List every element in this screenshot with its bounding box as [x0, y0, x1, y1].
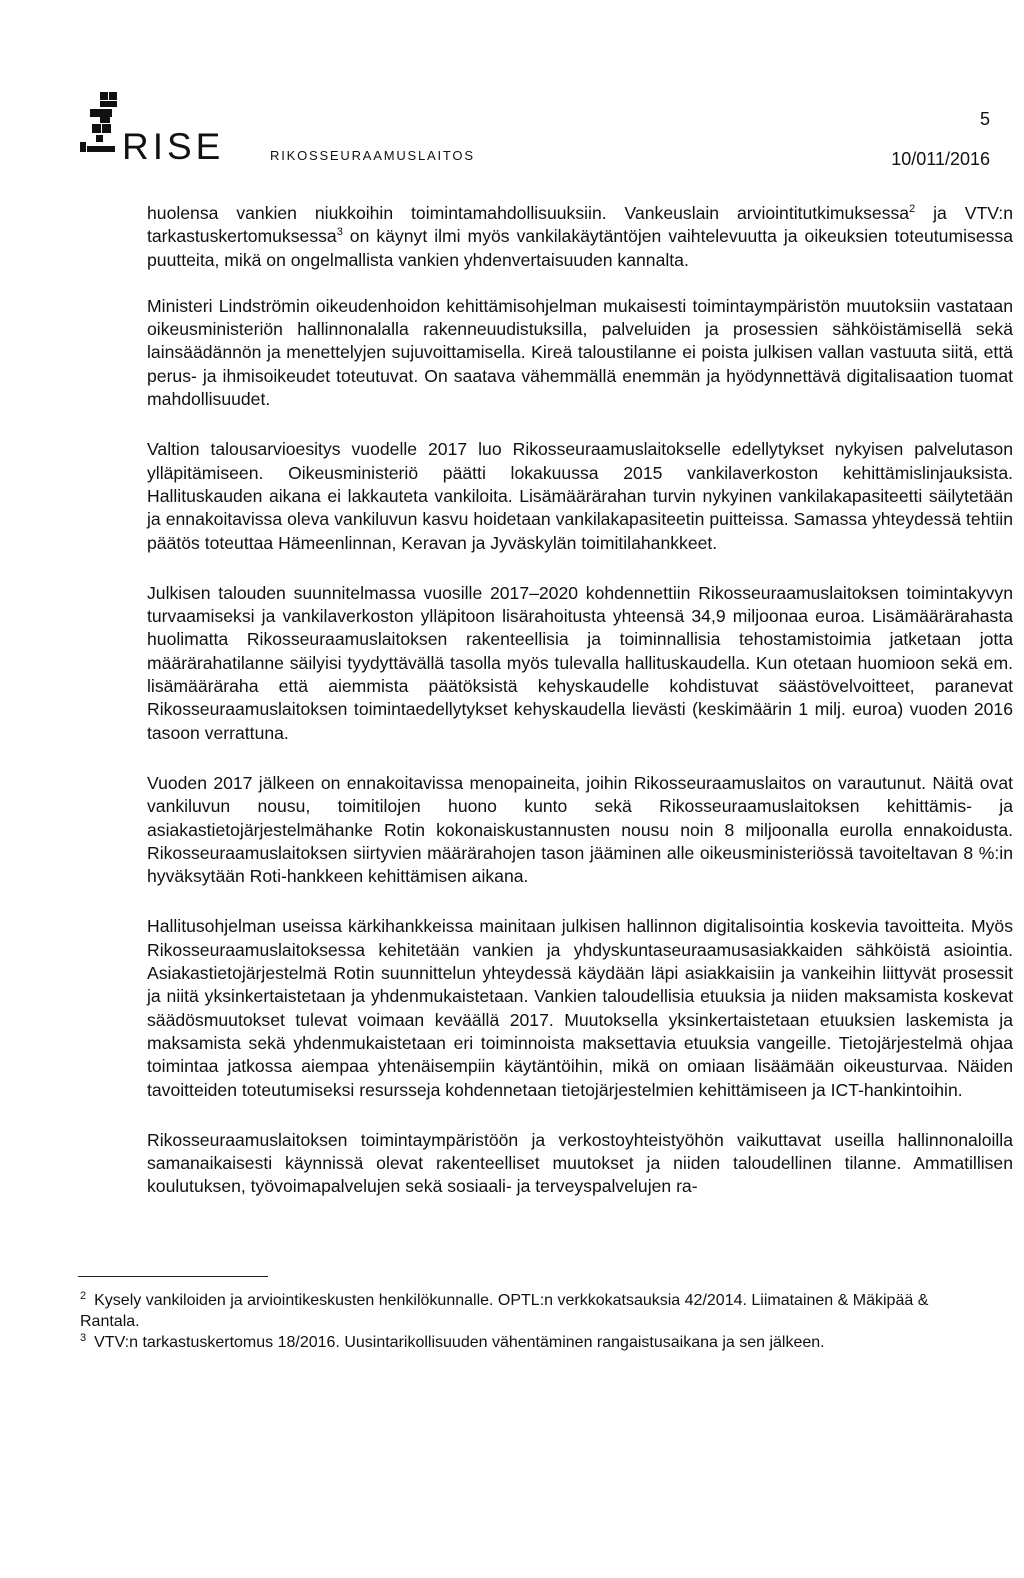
footnote [80, 1332, 980, 1353]
document-date: 10/011/2016 [891, 149, 990, 169]
paragraph: Vuoden 2017 jälkeen on ennakoitavissa menopaineita, joihin Rikosseuraamuslaitos on varautunut. Näitä ovat vankiluvun nousu, toimitilojen huono kunto sekä Rikosseuraamuslaitoksen kehittämis- ja asiakastietojärjestelmähanke Rotin kokonaiskustannusten nousu noin 8 miljoonalla eurolla ennakoidusta. Rikosseuraamuslaitoksen siirtyvien määrärahojen tason jääminen alle oikeusministeriössä tavoiteltavan 8 %:in hyväksytään Roti-hankkeen kehittämisen aikana. [147, 772, 1013, 887]
page-header [78, 86, 990, 186]
footnote-number: 2 [80, 1289, 87, 1302]
footnote-number: 3 [80, 1331, 87, 1344]
paragraph: Hallitusohjelman useissa kärkihankkeissa mainitaan julkisen hallinnon digitalisointia koskevia tavoitteita. Myös Rikosseuraamuslaitoksessa kehitetään vankien ja yhdyskuntaseuraamusasiakkaiden sähköistä asiointia. Asiakastietojärjestelmä Rotin suunnittelun yhteydessä käydään läpi asiakkaisiin ja vankeihin liittyvät prosessit ja niitä yksinkertaistetaan ja yhdenmukaistetaan. Vankien taloudellisia etuuksia ja niiden maksamista koskevat säädösmuutokset tulevat voimaan keväällä 2017. Muutoksella yksinkertaistetaan etuuksien laskemista ja maksamista sekä yhdenmukaistetaan eri toiminnoista maksettavia etuuksia vangeille. Tietojärjestelmä ohjaa toimintaa jatkossa aiempaa yhtenäisempiin käytäntöihin, mikä on omiaan lisäämään oikeusturvaa. Näiden tavoitteiden toteutumiseksi resursseja kohdennetaan tietojärjestelmien kehittämiseen ja ICT-hankintoihin. [147, 916, 1013, 1100]
paragraph: Julkisen talouden suunnitelmassa vuosille 2017–2020 kohdennettiin Rikosseuraamuslaitoksen toimintakyvyn turvaamiseksi ja vankilaverkoston ylläpitoon lisärahoitusta yhteensä 34,9 miljoonaa euroa. Lisämäärärahasta huolimatta Rikosseuraamuslaitoksen rakenteellisia ja toiminnallisia tehostamistoimia jatketaan jotta määrärahatilanne säilyisi tyydyttävällä tasolla myös tulevalla hallituskaudella. Kun otetaan huomioon sekä em. lisämääräraha että aiemmista päätöksistä kehyskaudelle kohdistuvat säästövelvoitteet, paranevat Rikosseuraamuslaitoksen toimintaedellytykset kehyskaudella lievästi (keskimäärin 1 milj. euroa) vuoden 2016 tasoon verrattuna. [147, 582, 1013, 743]
footnotes [80, 1290, 980, 1353]
document-body [147, 202, 1013, 1226]
footnote-divider [78, 1276, 268, 1277]
footnote-ref: 2 [909, 203, 916, 216]
footnote-text: Kysely vankiloiden ja arviointikeskusten henkilökunnalle. OPTL:n verkkokatsauksia 42/2014. Liimatainen & Mäkipää & Rantala. [80, 1292, 929, 1330]
paragraph: Ministeri Lindströmin oikeudenhoidon kehittämisohjelman mukaisesti toimintaympäristön muutoksiin vastataan oikeusministeriön hallinnonalalla rakenneuudistuksilla, palveluiden ja prosessien sähköistämisellä sekä lainsäädännön ja menettelyjen sujuvoittamisella. Kireä taloustilanne ei poista julkisen vallan vastuuta siitä, että perus- ja ihmisoikeudet toteutuvat. On saatava vähemmällä enemmän ja hyödynnettävä digitalisaation tuomat mahdollisuudet. [147, 295, 1013, 410]
footnote-ref: 3 [336, 226, 343, 239]
page-number: 5 [979, 109, 990, 129]
brand-subtitle: RIKOSSEURAAMUSLAITOS [270, 148, 475, 163]
paragraph: Rikosseuraamuslaitoksen toimintaympäristöön ja verkostoyhteistyöhön vaikuttavat useilla hallinnonaloilla samanaikaisesti käynnissä olevat rakenteelliset muutokset ja niiden taloudellinen tilanne. Ammatillisen koulutuksen, työvoimapalvelujen sekä sosiaali- ja terveyspalvelujen ra- [147, 1129, 1013, 1197]
footnote-text: VTV:n tarkastuskertomus 18/2016. Uusintarikollisuuden vähentäminen rangaistusaikana ja sen jälkeen. [94, 1334, 825, 1351]
footnote [80, 1290, 980, 1332]
paragraph: Valtion talousarvioesitys vuodelle 2017 luo Rikosseuraamuslaitokselle edellytykset nykyisen palvelutason ylläpitämiseen. Oikeusministeriö päätti lokakuussa 2015 vankilaverkoston kehittämislinjauksista. Hallituskauden aikana ei lakkauteta vankiloita. Lisämäärärahan turvin nykyinen vankilakapasiteetti säilytetään ja ennakoitavissa oleva vankiluvun kasvu hoidetaan vankilakapasiteetin puitteissa. Samassa yhteydessä tehtiin päätös toteuttaa Hämeenlinnan, Keravan ja Jyväskylän toimitilahankkeet. [147, 439, 1013, 553]
brand-name: RISE [122, 126, 225, 167]
rise-logo-icon [78, 86, 122, 158]
paragraph: huolensa vankien niukkoihin toimintamahdollisuuksiin. Vankeuslain arviointitutkimuksessa$^2$ ja VTV:n tarkastuskertomuksessa$^3$ on käynyt ilmi myös vankilakäytäntöjen vaihtelevuutta ja oikeuksien toteutumisessa puutteita, mikä on ongelmallista vankien yhdenvertaisuuden kannalta. [147, 203, 1013, 270]
